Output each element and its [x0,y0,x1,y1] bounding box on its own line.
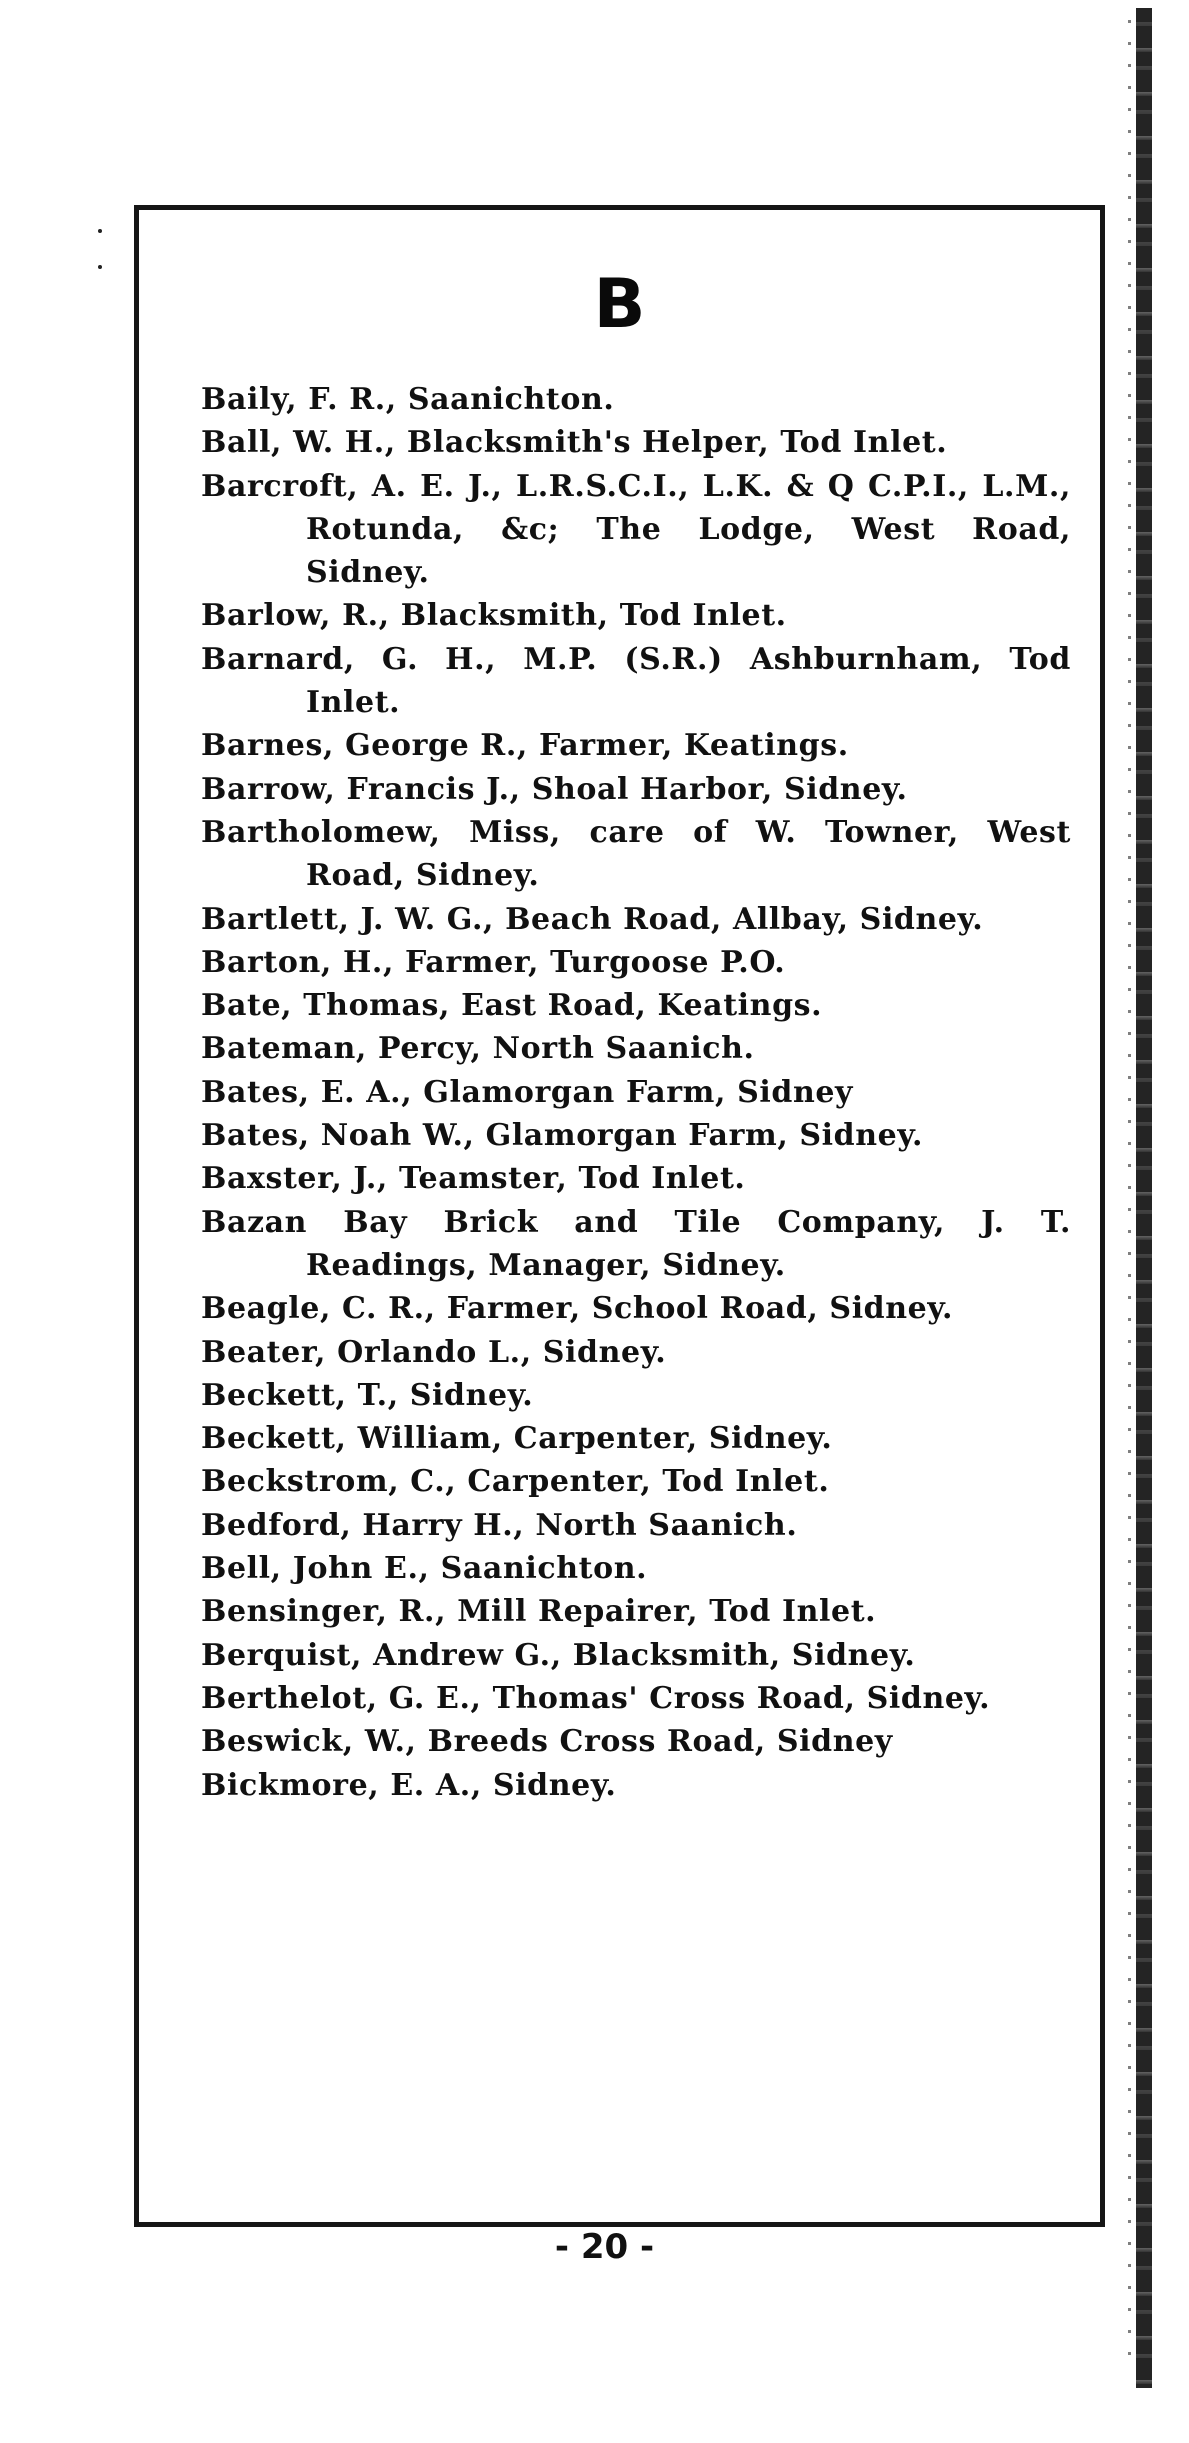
directory-entry [201,1157,1071,1200]
entry-text: Bates, Noah W., Glamorgan Farm, Sidney. [201,1118,923,1154]
directory-entry [201,1764,1071,1807]
entry-text: Barnes, George R., Farmer, Keatings. [201,728,849,764]
entry-text: Baxster, J., Teamster, Tod Inlet. [201,1161,746,1197]
directory-entry [201,1504,1071,1547]
directory-entry [201,594,1071,637]
entry-text: Barcroft, A. E. J., L.R.S.C.I., L.K. & Q C.P.I., L.M., Rotunda, &c; The Lodge, West Road, Sidney. [201,468,1071,591]
entry-text: Barrow, Francis J., Shoal Harbor, Sidney. [201,771,908,807]
directory-entry [201,1027,1071,1070]
entry-text: Beagle, C. R., Farmer, School Road, Sidney. [201,1291,953,1327]
binding-edge-shadow [1128,20,1131,2370]
directory-entry [201,1590,1071,1633]
entry-text: Bateman, Percy, North Saanich. [201,1031,755,1067]
directory-entry [201,1677,1071,1720]
entry-text: Barnard, G. H., M.P. (S.R.) Ashburnham, Tod Inlet. [201,641,1071,721]
entry-text: Bazan Bay Brick and Tile Company, J. T. Readings, Manager, Sidney. [201,1204,1071,1283]
entry-text: Beckett, William, Carpenter, Sidney. [201,1421,833,1457]
entry-text: Bedford, Harry H., North Saanich. [201,1507,798,1543]
entry-text: Bate, Thomas, East Road, Keatings. [201,988,823,1024]
page-number: - 20 - [554,2227,655,2267]
directory-entry [201,1417,1071,1460]
binding-edge [1136,8,1152,2388]
directory-entry [201,984,1071,1027]
entry-text: Baily, F. R., Saanichton. [201,382,615,417]
entry-text: Bell, John E., Saanichton. [201,1551,648,1587]
directory-entry [201,1720,1071,1763]
directory-entry [201,1460,1071,1503]
entry-text: Beater, Orlando L., Sidney. [201,1334,667,1370]
entry-text: Bensinger, R., Mill Repairer, Tod Inlet. [201,1594,877,1630]
entry-text: Berthelot, G. E., Thomas' Cross Road, Sidney. [201,1680,991,1716]
entry-text: Ball, W. H., Blacksmith's Helper, Tod Inlet. [201,425,948,461]
entry-text: Barlow, R., Blacksmith, Tod Inlet. [201,598,787,634]
directory-entry [201,1374,1071,1417]
directory-entry [201,1634,1071,1677]
directory-entry [201,1547,1071,1590]
directory-entry [201,421,1071,464]
directory-entry [201,638,1071,725]
directory-frame [134,205,1105,2227]
section-letter: B [593,265,646,344]
entry-text: Barton, H., Farmer, Turgoose P.O. [201,944,786,980]
directory-entry [201,1071,1071,1114]
directory-entry [201,465,1071,595]
directory-entry [201,941,1071,984]
entry-text: Berquist, Andrew G., Blacksmith, Sidney. [201,1637,916,1673]
directory-entry [201,1331,1071,1374]
scan-specks [98,225,106,285]
directory-entry [201,898,1071,941]
entry-text: Beswick, W., Breeds Cross Road, Sidney [201,1724,893,1760]
directory-entry [201,1287,1071,1330]
directory-entry [201,811,1071,898]
directory-entry [201,724,1071,767]
directory-entry [201,1114,1071,1157]
entry-text: Bickmore, E. A., Sidney. [201,1767,617,1803]
entry-text: Beckstrom, C., Carpenter, Tod Inlet. [201,1464,830,1500]
entry-text: Bates, E. A., Glamorgan Farm, Sidney [201,1074,854,1110]
directory-entry [201,1201,1071,1288]
entry-text: Beckett, T., Sidney. [201,1377,534,1413]
directory-list [201,378,1071,1807]
directory-entry [201,378,1071,421]
directory-entry [201,768,1071,811]
entry-text: Bartlett, J. W. G., Beach Road, Allbay, Sidney. [201,901,984,937]
entry-text: Bartholomew, Miss, care of W. Towner, West Road, Sidney. [201,814,1071,894]
